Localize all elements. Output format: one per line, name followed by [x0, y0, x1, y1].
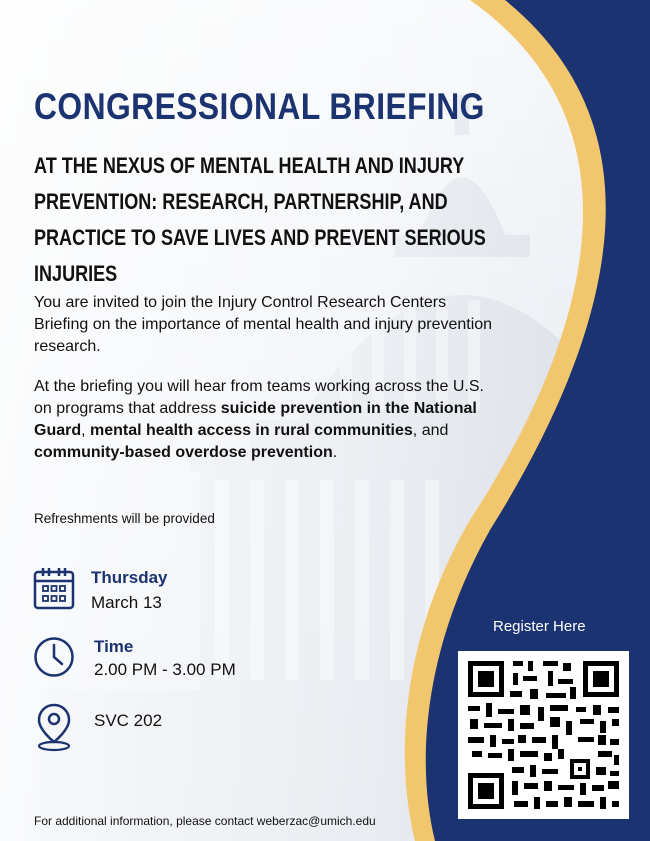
- page-title: CONGRESSIONAL BRIEFING: [34, 86, 485, 127]
- topic-rural-access: mental health access in rural communities: [90, 422, 413, 439]
- event-time: 2.00 PM - 3.00 PM: [94, 660, 236, 679]
- details-lead: At the briefing you will hear from teams working across the U.S. on programs that address: [34, 378, 484, 417]
- registration-qr-code[interactable]: [458, 651, 629, 819]
- topic-overdose-prevention: community-based overdose prevention: [34, 444, 333, 461]
- event-location: SVC 202: [94, 711, 163, 730]
- contact-footer: For additional information, please contact weberzac@umich.edu: [34, 814, 376, 828]
- event-date: March 13: [91, 593, 162, 612]
- location-pin-icon: [34, 702, 74, 752]
- details-paragraph: [34, 376, 504, 464]
- qr-code-graphic: [458, 651, 629, 819]
- briefing-subtitle: AT THE NEXUS OF MENTAL HEALTH AND INJURY PREVENTION: RESEARCH, PARTNERSHIP, AND PRACTICE TO SAVE LIVES AND PREVENT SERIOUS INJURIES: [34, 153, 486, 286]
- calendar-icon: [33, 566, 75, 610]
- register-label: Register Here: [493, 618, 586, 635]
- event-time-label: Time: [94, 637, 134, 656]
- topic-suicide-prevention: suicide prevention in the National Guard: [34, 400, 477, 439]
- intro-paragraph: You are invited to join the Injury Control Research Centers Briefing on the importance of mental health and injury prevention research.: [34, 294, 493, 355]
- details-sep-2: , and: [412, 422, 449, 439]
- refreshments-note: Refreshments will be provided: [34, 511, 215, 526]
- details-sep-1: ,: [81, 422, 91, 439]
- details-end: .: [332, 444, 338, 461]
- event-day-label: Thursday: [91, 568, 168, 587]
- clock-icon: [33, 636, 75, 678]
